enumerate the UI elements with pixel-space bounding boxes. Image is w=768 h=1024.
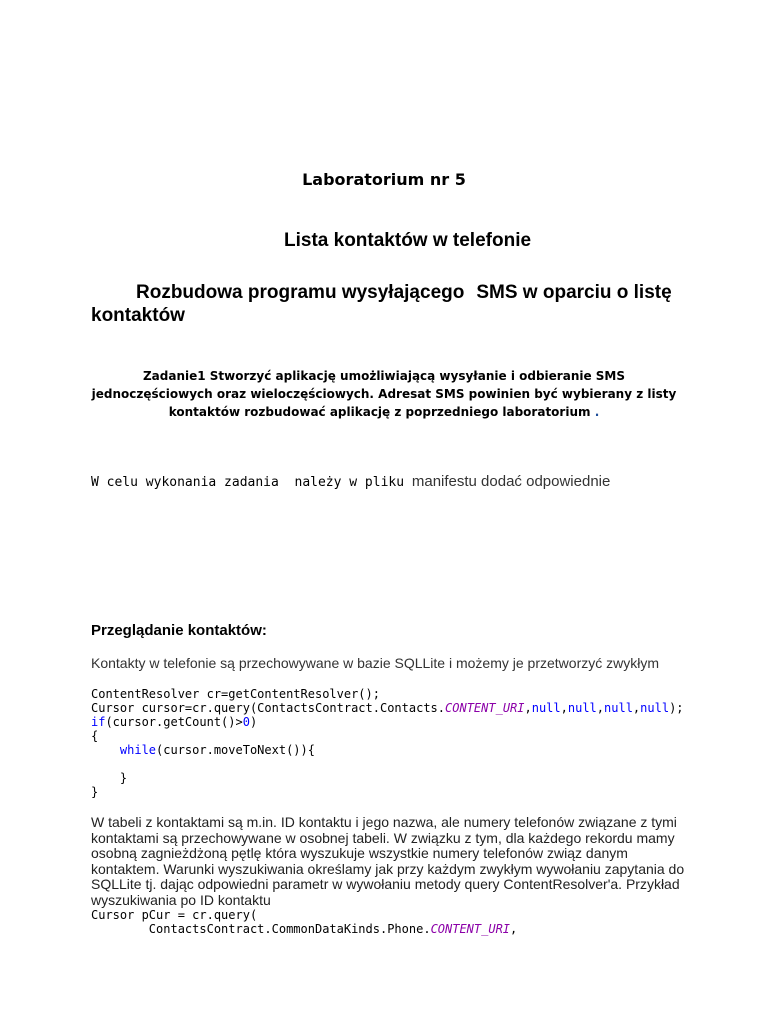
manifest-mono-text: W celu wykonania zadania należy w pliku (91, 475, 405, 490)
code-constant: CONTENT_URI (430, 922, 511, 936)
code-brace: } (91, 771, 128, 785)
code-keyword: null (531, 701, 561, 715)
code-block-query (91, 687, 684, 799)
section-heading-main (91, 281, 691, 327)
lab-title: Laboratorium nr 5 (302, 170, 466, 189)
task-trailing-dot: . (594, 405, 600, 419)
manifest-line (91, 473, 610, 490)
contacts-heading: Przeglądanie kontaktów: (91, 622, 267, 639)
code-sep: , (632, 701, 641, 715)
code-keyword: while (119, 743, 157, 757)
code-constant: CONTENT_URI (445, 701, 525, 715)
code-line: ) (249, 715, 258, 729)
task-description (88, 367, 680, 421)
code-line: (cursor.moveToNext()){ (156, 743, 315, 757)
code-indent (91, 922, 149, 936)
code-line: Cursor cursor=cr.query(ContactsContract.Contacts. (91, 701, 446, 715)
code-keyword: null (640, 701, 670, 715)
code-keyword: if (91, 715, 106, 729)
contacts-paragraph: W tabeli z kontaktami są m.in. ID kontaktu i jego nazwa, ale numery telefonów związane z tymi kontaktami są przechowywane w osobnej tabeli. W związku z tym, dla każdego rekordu mamy osobną zagnieżdżoną pętlę która wyszukuje wszystkie numery telefonów związ danym kontaktem. Warunki wyszukiwania określamy jak przy każdym zwykłym wywołaniu zapytania do SQLLite tj. dając odpowiedni parametr w wywołaniu metody query ContentResolver'a. Przykład wyszukiwania po ID kontaktu (91, 814, 685, 908)
heading-part2: SMS w oparciu o listę kontaktów (91, 282, 672, 326)
code-line: ContactsContract.CommonDataKinds.Phone. (148, 922, 431, 936)
code-brace: { (91, 729, 99, 743)
code-sep: , (560, 701, 568, 715)
code-end: , (510, 922, 518, 936)
code-sep: , (596, 701, 605, 715)
manifest-sans-text: manifestu dodać odpowiednie (411, 473, 611, 490)
code-line: (cursor.getCount()> (105, 715, 243, 729)
code-sep: , (524, 701, 532, 715)
contacts-intro: Kontakty w telefonie są przechowywane w bazie SQLLite i możemy je przetworzyć zwykłym (91, 655, 659, 671)
task-text: Zadanie1 Stworzyć aplikację umożliwiającą wysyłanie i odbieranie SMS jednoczęściowych oraz wieloczęściowych. Adresat SMS powinien być wybierany z listy kontaktów rozbudować aplikację z poprzedniego laboratorium (91, 369, 677, 419)
heading-part1: Rozbudowa programu wysyłającego (136, 282, 465, 303)
code-line: Cursor pCur = cr.query( (91, 908, 258, 922)
code-number: 0 (242, 715, 250, 729)
code-line: ContentResolver cr=getContentResolver(); (91, 687, 380, 701)
code-indent (91, 743, 120, 757)
subtitle: Lista kontaktów w telefonie (284, 230, 532, 251)
code-block-phone-query (91, 908, 517, 936)
code-keyword: null (604, 701, 633, 715)
code-brace: } (91, 785, 99, 799)
code-end: ); (669, 701, 684, 715)
code-keyword: null (567, 701, 597, 715)
